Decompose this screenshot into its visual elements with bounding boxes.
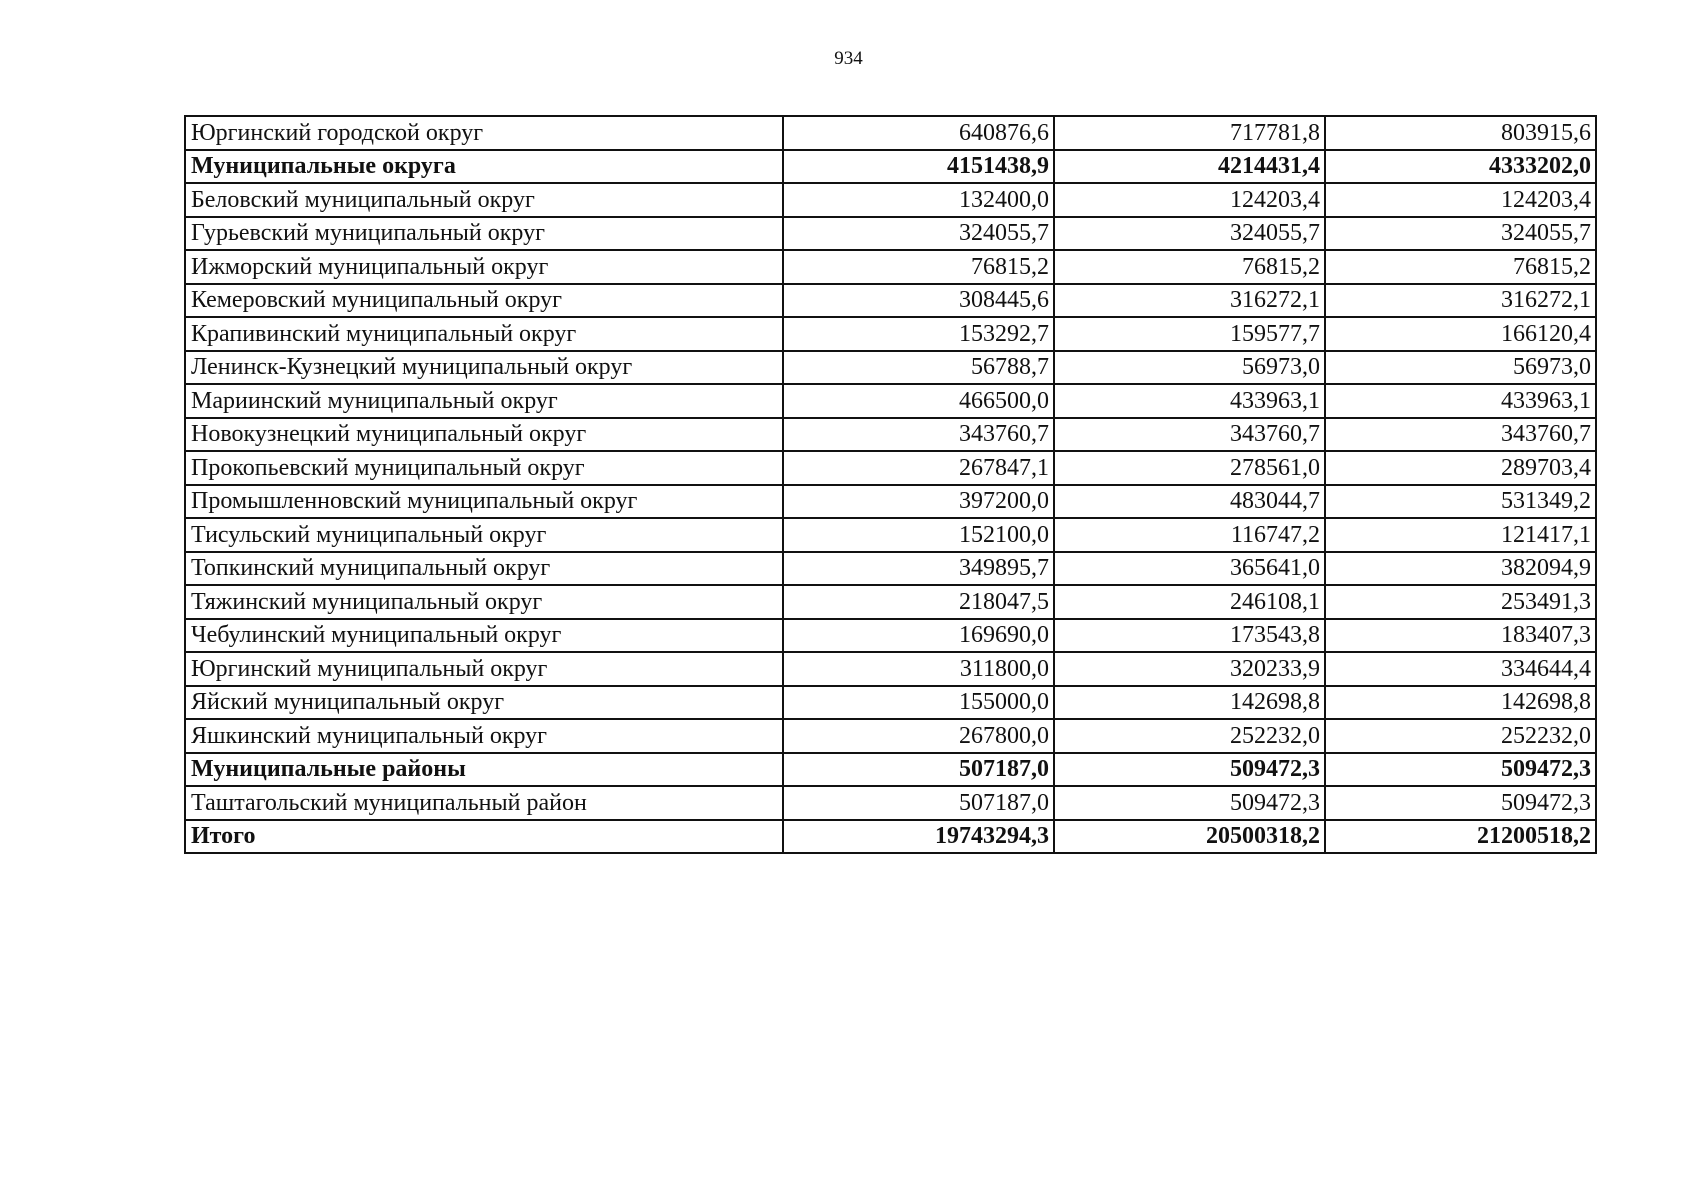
value-cell-col1: 349895,7 — [783, 552, 1054, 586]
row-name-cell: Юргинский муниципальный округ — [185, 652, 783, 686]
row-name-cell: Муниципальные округа — [185, 150, 783, 184]
value-cell-col2: 56973,0 — [1054, 351, 1325, 385]
value-cell-col1: 19743294,3 — [783, 820, 1054, 854]
row-name-cell: Яйский муниципальный округ — [185, 686, 783, 720]
table-row — [185, 284, 1596, 318]
value-cell-col1: 4151438,9 — [783, 150, 1054, 184]
value-cell-col3: 509472,3 — [1325, 753, 1596, 787]
value-cell-col3: 316272,1 — [1325, 284, 1596, 318]
value-cell-col1: 169690,0 — [783, 619, 1054, 653]
table-row — [185, 652, 1596, 686]
value-cell-col3: 121417,1 — [1325, 518, 1596, 552]
value-cell-col1: 397200,0 — [783, 485, 1054, 519]
table-row — [185, 351, 1596, 385]
table-body — [185, 116, 1596, 853]
value-cell-col2: 717781,8 — [1054, 116, 1325, 150]
value-cell-col1: 56788,7 — [783, 351, 1054, 385]
value-cell-col3: 166120,4 — [1325, 317, 1596, 351]
row-name-cell: Промышленновский муниципальный округ — [185, 485, 783, 519]
value-cell-col2: 509472,3 — [1054, 753, 1325, 787]
page-number: 934 — [834, 48, 863, 69]
table-row — [185, 585, 1596, 619]
value-cell-col1: 466500,0 — [783, 384, 1054, 418]
value-cell-col2: 252232,0 — [1054, 719, 1325, 753]
summary-row — [185, 753, 1596, 787]
summary-row — [185, 150, 1596, 184]
value-cell-col2: 20500318,2 — [1054, 820, 1325, 854]
row-name-cell: Юргинский городской округ — [185, 116, 783, 150]
value-cell-col1: 311800,0 — [783, 652, 1054, 686]
value-cell-col1: 507187,0 — [783, 753, 1054, 787]
row-name-cell: Тяжинский муниципальный округ — [185, 585, 783, 619]
value-cell-col1: 267800,0 — [783, 719, 1054, 753]
value-cell-col3: 253491,3 — [1325, 585, 1596, 619]
value-cell-col2: 76815,2 — [1054, 250, 1325, 284]
value-cell-col2: 365641,0 — [1054, 552, 1325, 586]
row-name-cell: Новокузнецкий муниципальный округ — [185, 418, 783, 452]
value-cell-col2: 173543,8 — [1054, 619, 1325, 653]
value-cell-col1: 155000,0 — [783, 686, 1054, 720]
value-cell-col3: 343760,7 — [1325, 418, 1596, 452]
value-cell-col1: 218047,5 — [783, 585, 1054, 619]
value-cell-col2: 4214431,4 — [1054, 150, 1325, 184]
value-cell-col1: 132400,0 — [783, 183, 1054, 217]
value-cell-col2: 324055,7 — [1054, 217, 1325, 251]
table-row — [185, 686, 1596, 720]
value-cell-col3: 803915,6 — [1325, 116, 1596, 150]
value-cell-col2: 316272,1 — [1054, 284, 1325, 318]
value-cell-col3: 252232,0 — [1325, 719, 1596, 753]
value-cell-col3: 531349,2 — [1325, 485, 1596, 519]
table-row — [185, 116, 1596, 150]
value-cell-col2: 343760,7 — [1054, 418, 1325, 452]
value-cell-col3: 4333202,0 — [1325, 150, 1596, 184]
value-cell-col2: 278561,0 — [1054, 451, 1325, 485]
value-cell-col1: 507187,0 — [783, 786, 1054, 820]
value-cell-col1: 153292,7 — [783, 317, 1054, 351]
table-row — [185, 619, 1596, 653]
row-name-cell: Прокопьевский муниципальный округ — [185, 451, 783, 485]
value-cell-col3: 324055,7 — [1325, 217, 1596, 251]
value-cell-col1: 308445,6 — [783, 284, 1054, 318]
value-cell-col2: 509472,3 — [1054, 786, 1325, 820]
value-cell-col2: 246108,1 — [1054, 585, 1325, 619]
row-name-cell: Мариинский муниципальный округ — [185, 384, 783, 418]
table-row — [185, 518, 1596, 552]
value-cell-col3: 142698,8 — [1325, 686, 1596, 720]
table-row — [185, 418, 1596, 452]
table-row — [185, 451, 1596, 485]
row-name-cell: Яшкинский муниципальный округ — [185, 719, 783, 753]
value-cell-col3: 509472,3 — [1325, 786, 1596, 820]
table-row — [185, 250, 1596, 284]
value-cell-col1: 640876,6 — [783, 116, 1054, 150]
value-cell-col1: 343760,7 — [783, 418, 1054, 452]
value-cell-col3: 433963,1 — [1325, 384, 1596, 418]
budget-table — [184, 115, 1597, 854]
value-cell-col3: 183407,3 — [1325, 619, 1596, 653]
value-cell-col3: 124203,4 — [1325, 183, 1596, 217]
row-name-cell: Таштагольский муниципальный район — [185, 786, 783, 820]
value-cell-col3: 76815,2 — [1325, 250, 1596, 284]
table-row — [185, 183, 1596, 217]
value-cell-col3: 334644,4 — [1325, 652, 1596, 686]
row-name-cell: Ленинск-Кузнецкий муниципальный округ — [185, 351, 783, 385]
value-cell-col1: 76815,2 — [783, 250, 1054, 284]
row-name-cell: Кемеровский муниципальный округ — [185, 284, 783, 318]
value-cell-col2: 483044,7 — [1054, 485, 1325, 519]
table-row — [185, 384, 1596, 418]
table-row — [185, 317, 1596, 351]
row-name-cell: Муниципальные районы — [185, 753, 783, 787]
table-row — [185, 786, 1596, 820]
value-cell-col3: 21200518,2 — [1325, 820, 1596, 854]
row-name-cell: Итого — [185, 820, 783, 854]
value-cell-col2: 142698,8 — [1054, 686, 1325, 720]
table-row — [185, 552, 1596, 586]
table-row — [185, 485, 1596, 519]
value-cell-col2: 124203,4 — [1054, 183, 1325, 217]
row-name-cell: Тисульский муниципальный округ — [185, 518, 783, 552]
value-cell-col3: 56973,0 — [1325, 351, 1596, 385]
table-row — [185, 719, 1596, 753]
row-name-cell: Крапивинский муниципальный округ — [185, 317, 783, 351]
table-row — [185, 217, 1596, 251]
row-name-cell: Ижморский муниципальный округ — [185, 250, 783, 284]
row-name-cell: Чебулинский муниципальный округ — [185, 619, 783, 653]
value-cell-col1: 152100,0 — [783, 518, 1054, 552]
value-cell-col2: 320233,9 — [1054, 652, 1325, 686]
row-name-cell: Топкинский муниципальный округ — [185, 552, 783, 586]
row-name-cell: Гурьевский муниципальный округ — [185, 217, 783, 251]
value-cell-col3: 382094,9 — [1325, 552, 1596, 586]
value-cell-col1: 267847,1 — [783, 451, 1054, 485]
value-cell-col2: 159577,7 — [1054, 317, 1325, 351]
value-cell-col3: 289703,4 — [1325, 451, 1596, 485]
value-cell-col2: 433963,1 — [1054, 384, 1325, 418]
row-name-cell: Беловский муниципальный округ — [185, 183, 783, 217]
value-cell-col1: 324055,7 — [783, 217, 1054, 251]
summary-row — [185, 820, 1596, 854]
value-cell-col2: 116747,2 — [1054, 518, 1325, 552]
